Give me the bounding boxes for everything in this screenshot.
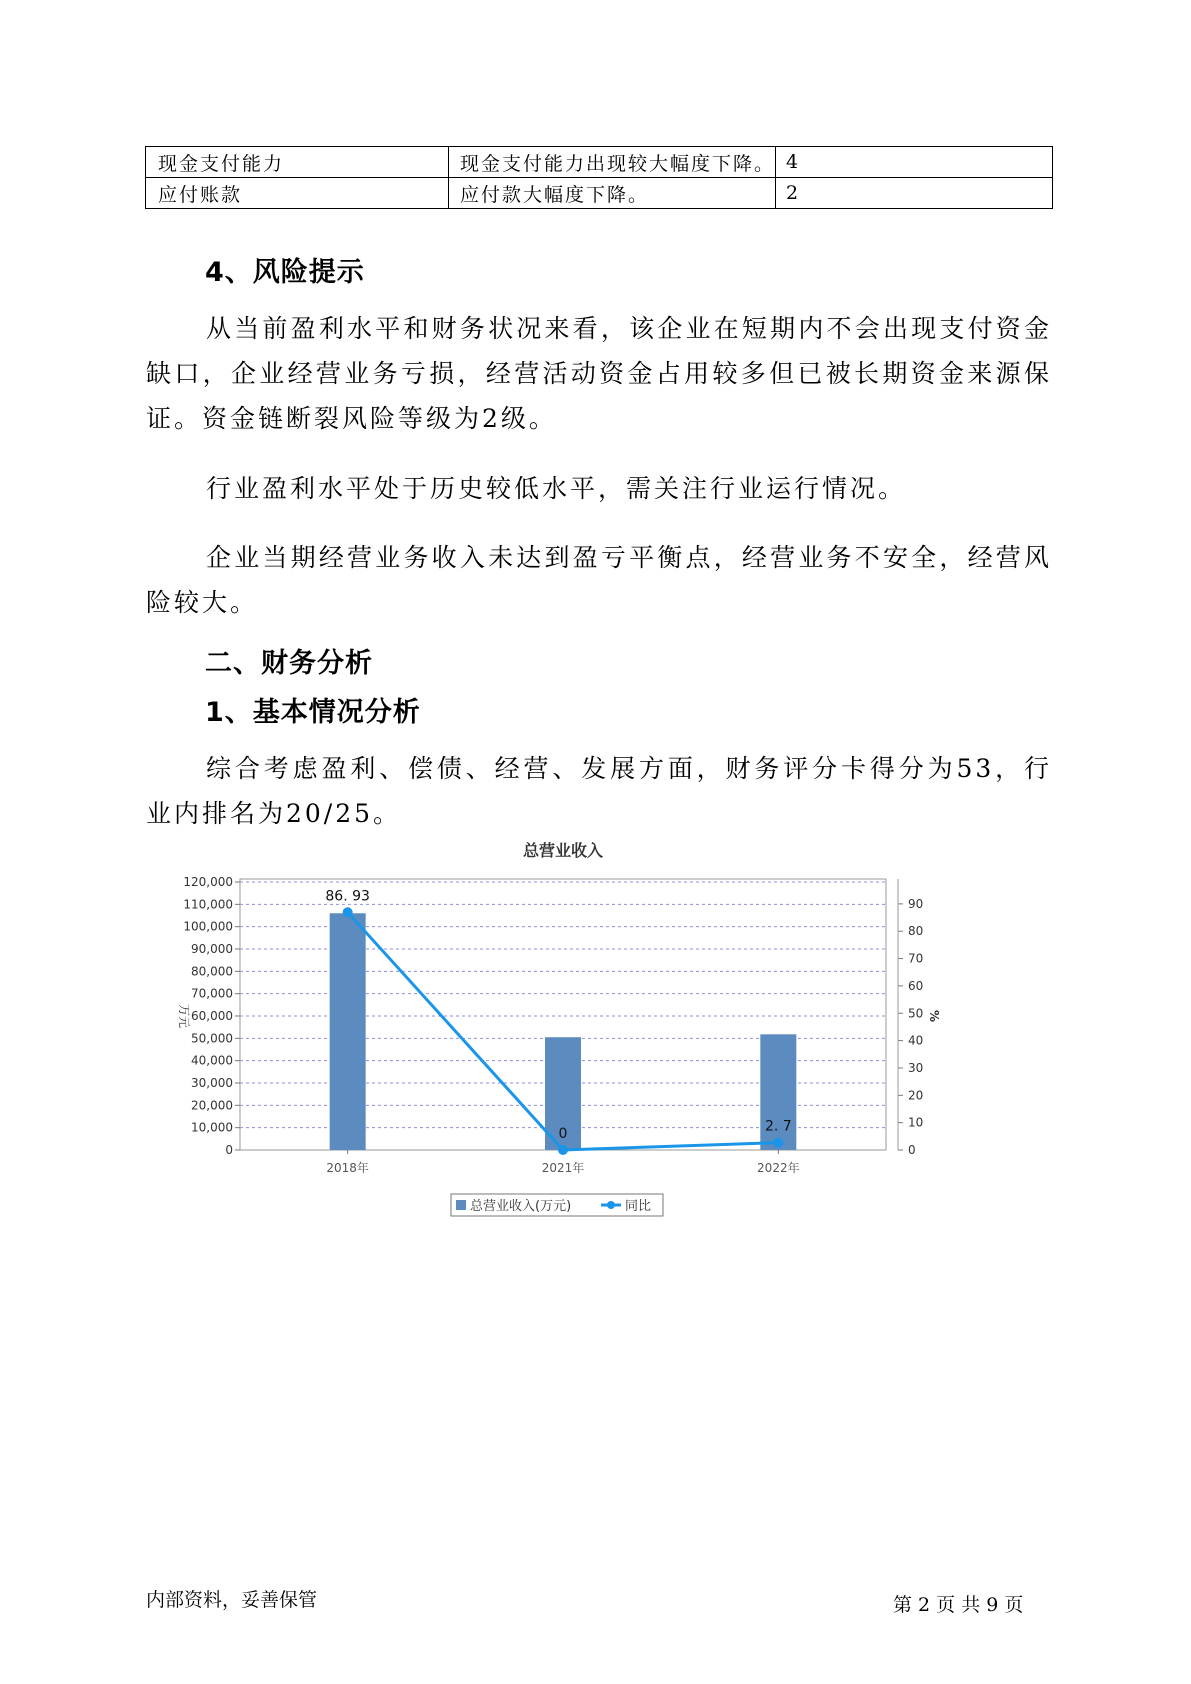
y2-tick-label: 0 [908, 1143, 916, 1157]
x-tick-label: 2021年 [541, 1161, 585, 1175]
y-tick-label: 50,000 [191, 1031, 233, 1046]
y2-tick-label: 20 [908, 1088, 924, 1103]
legend-line-marker [607, 1201, 615, 1209]
table-cell-score: 4 [776, 147, 1053, 178]
y-tick-label: 110,000 [183, 897, 233, 912]
risk-table [145, 146, 1053, 209]
bar [330, 913, 366, 1150]
finance-heading: 二、财务分析 [205, 648, 373, 679]
y-tick-label: 10,000 [191, 1120, 233, 1135]
footer-confidential: 内部资料，妥善保管 [146, 1589, 318, 1611]
risk-paragraph-2: 行业盈利水平处于历史较低水平，需关注行业运行情况。 [206, 474, 907, 503]
y-tick-label: 20,000 [191, 1098, 233, 1113]
footer-page-number: 第 2 页 共 9 页 [893, 1594, 1024, 1616]
table-cell-desc: 现金支付能力出现较大幅度下降。 [449, 147, 776, 178]
x-tick-label: 2022年 [757, 1161, 800, 1175]
y-tick-label: 40,000 [191, 1053, 233, 1068]
yoy-point [343, 907, 353, 917]
y2-tick-label: 50 [908, 1006, 924, 1021]
y-tick-label: 90,000 [191, 942, 233, 956]
yoy-data-label: 0 [558, 1126, 568, 1142]
yoy-point [773, 1138, 783, 1148]
y-tick-label: 120,000 [183, 875, 233, 889]
y2-tick-label: 40 [908, 1033, 924, 1048]
table-cell-item: 应付账款 [146, 178, 449, 209]
chart-title: 总营业收入 [522, 841, 604, 860]
legend-bar-swatch [456, 1200, 466, 1210]
table-cell-item: 现金支付能力 [146, 147, 449, 178]
table-cell-desc: 应付款大幅度下降。 [449, 178, 776, 209]
y2-tick-label: 60 [908, 978, 924, 993]
table-row [146, 178, 1053, 209]
y2-tick-label: 10 [908, 1115, 924, 1130]
legend-line-label: 同比 [625, 1199, 652, 1214]
risk-paragraph-1: 从当前盈利水平和财务状况来看，该企业在短期内不会出现支付资金缺口，企业经营业务亏损，经营活动资金占用较多但已被长期资金来源保证。资金链断裂风险等级为2级。 [146, 314, 1052, 433]
finance-sub-heading: 1、基本情况分析 [205, 697, 421, 728]
y-tick-label: 60,000 [191, 1009, 233, 1023]
y2-tick-label: 70 [908, 951, 924, 966]
yoy-point [558, 1145, 568, 1155]
y2-tick-label: 90 [908, 896, 924, 911]
y2-axis-title: % [927, 1009, 941, 1023]
y-tick-label: 100,000 [183, 919, 233, 934]
table-cell-score: 2 [776, 178, 1053, 209]
yoy-data-label: 2. 7 [764, 1118, 792, 1135]
risk-paragraph-3: 企业当期经营业务收入未达到盈亏平衡点，经营业务不安全，经营风险较大。 [146, 543, 1052, 617]
table-row [146, 147, 1053, 178]
risk-heading: 4、风险提示 [205, 257, 365, 288]
y-tick-label: 70,000 [191, 986, 233, 1001]
y-tick-label: 0 [225, 1143, 233, 1157]
revenue-chart [170, 841, 990, 1320]
y2-tick-label: 80 [908, 924, 924, 939]
y2-tick-label: 30 [908, 1060, 924, 1075]
y-tick-label: 80,000 [191, 964, 233, 979]
finance-paragraph: 综合考虑盈利、偿债、经营、发展方面，财务评分卡得分为53，行业内排名为20/25。 [146, 754, 1052, 828]
x-tick-label: 2018年 [326, 1161, 369, 1175]
legend-bar-label: 总营业收入(万元) [470, 1199, 572, 1214]
y-tick-label: 30,000 [191, 1076, 233, 1090]
yoy-data-label: 86. 93 [325, 888, 370, 905]
y-axis-title: 万元 [177, 1003, 191, 1029]
